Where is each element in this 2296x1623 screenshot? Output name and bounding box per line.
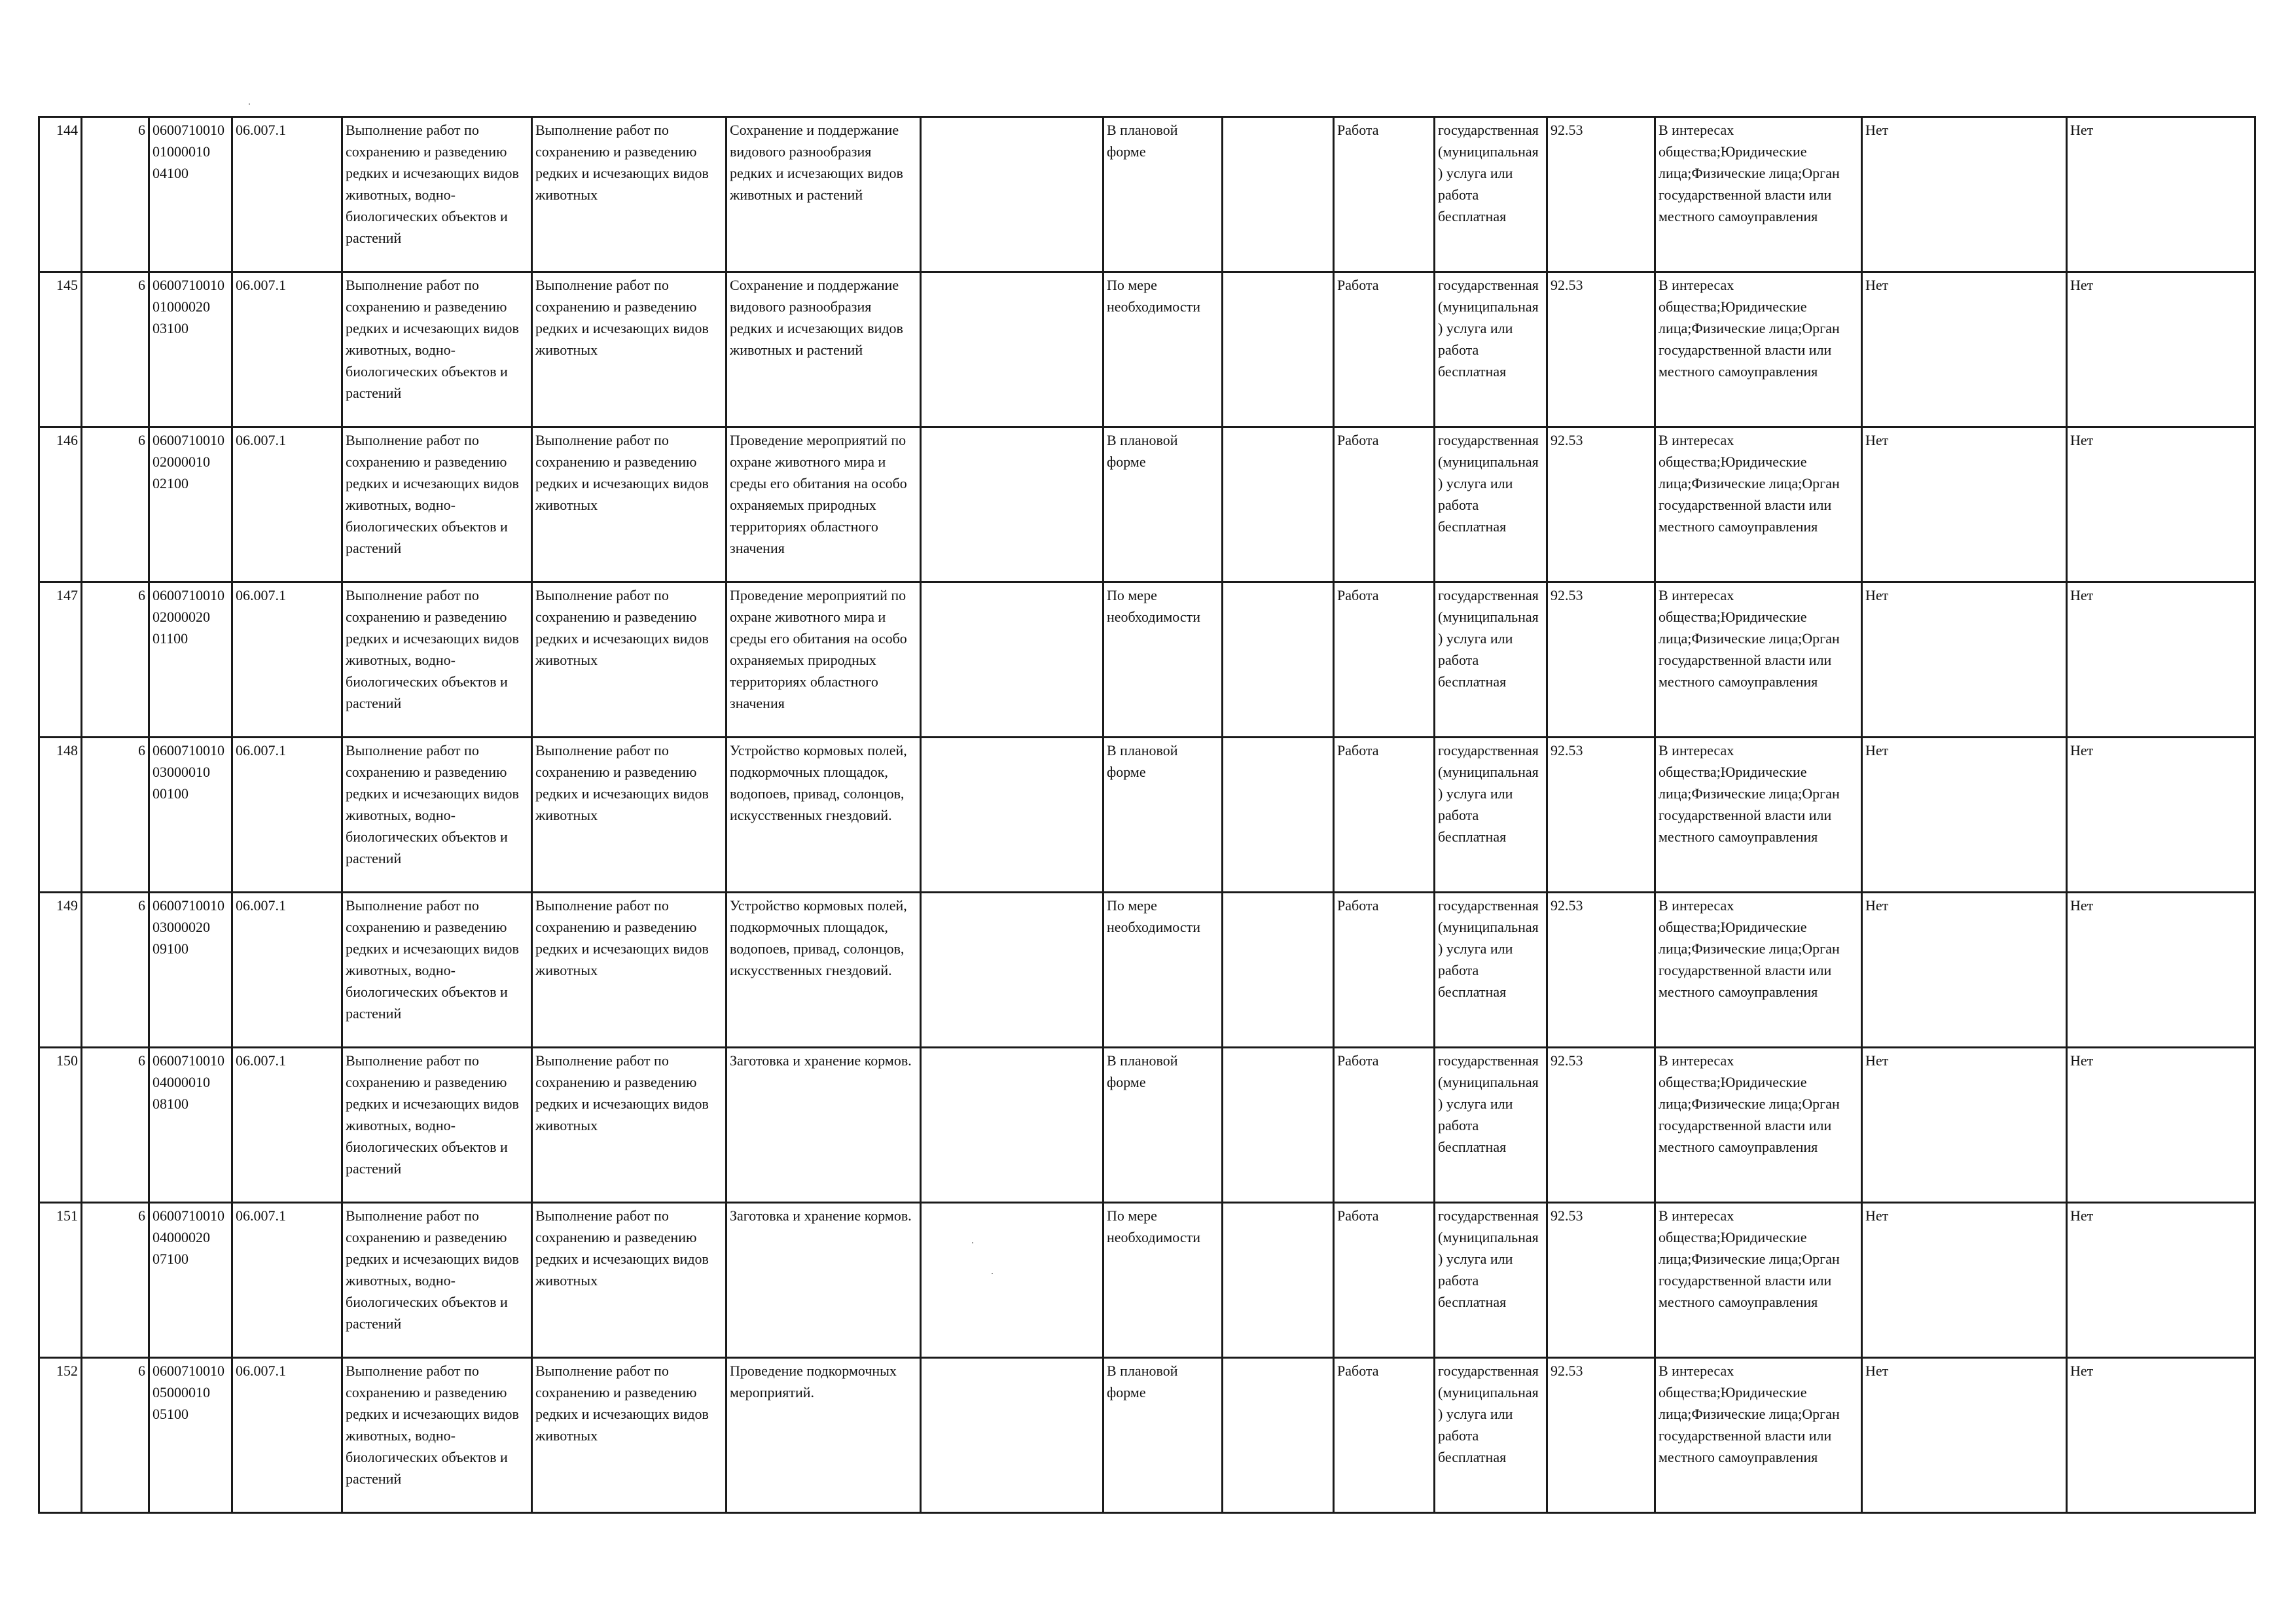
service-code-cell: 06.007.1: [232, 427, 342, 582]
payment-type-cell: государственная (муниципальная) услуга или работа бесплатная: [1435, 1358, 1547, 1513]
provision-form-cell: По мере необходимости: [1103, 272, 1223, 427]
empty-cell: [1223, 582, 1334, 738]
work-type-cell: Работа: [1334, 738, 1435, 893]
service-subtype-cell: Выполнение работ по сохранению и разведению редких и исчезающих видов животных: [532, 1203, 726, 1358]
payment-type-cell: государственная (муниципальная) услуга или работа бесплатная: [1435, 1048, 1547, 1203]
consumers-cell: В интересах общества;Юридические лица;Физические лица;Орган государственной власти или местного самоуправления: [1655, 117, 1862, 272]
service-subtype-cell: Выполнение работ по сохранению и разведению редких и исчезающих видов животных: [532, 427, 726, 582]
flag-no-cell: Нет: [2067, 738, 2255, 893]
okved-cell: 92.53: [1547, 427, 1655, 582]
format-flag-cell: 6: [82, 738, 149, 893]
work-content-cell: Заготовка и хранение кормов.: [726, 1203, 921, 1358]
work-content-cell: Сохранение и поддержание видового разнообразия редких и исчезающих видов животных и растений: [726, 272, 921, 427]
row-number-cell: 152: [39, 1358, 82, 1513]
payment-type-cell: государственная (муниципальная) услуга или работа бесплатная: [1435, 738, 1547, 893]
okved-cell: 92.53: [1547, 738, 1655, 893]
consumers-cell: В интересах общества;Юридические лица;Физические лица;Орган государственной власти или местного самоуправления: [1655, 582, 1862, 738]
row-number-cell: 148: [39, 738, 82, 893]
table-row: [39, 1203, 2255, 1358]
empty-cell: [921, 738, 1103, 893]
payment-type-cell: государственная (муниципальная) услуга или работа бесплатная: [1435, 893, 1547, 1048]
empty-cell: [1223, 272, 1334, 427]
consumers-cell: В интересах общества;Юридические лица;Физические лица;Орган государственной власти или местного самоуправления: [1655, 893, 1862, 1048]
provision-form-cell: По мере необходимости: [1103, 1203, 1223, 1358]
okved-cell: 92.53: [1547, 272, 1655, 427]
registry-code-cell: 060071001004000020 07100: [149, 1203, 232, 1358]
work-type-cell: Работа: [1334, 1048, 1435, 1203]
service-subtype-cell: Выполнение работ по сохранению и разведению редких и исчезающих видов животных: [532, 1358, 726, 1513]
service-name-cell: Выполнение работ по сохранению и разведению редких и исчезающих видов животных, водно-биологических объектов и растений: [342, 272, 532, 427]
okved-cell: 92.53: [1547, 1048, 1655, 1203]
registry-code-cell: 060071001002000020 01100: [149, 582, 232, 738]
okved-cell: 92.53: [1547, 117, 1655, 272]
payment-type-cell: государственная (муниципальная) услуга или работа бесплатная: [1435, 582, 1547, 738]
table-row: [39, 1048, 2255, 1203]
flag-no-cell: Нет: [2067, 893, 2255, 1048]
service-code-cell: 06.007.1: [232, 1203, 342, 1358]
service-subtype-cell: Выполнение работ по сохранению и разведению редких и исчезающих видов животных: [532, 1048, 726, 1203]
okved-cell: 92.53: [1547, 1358, 1655, 1513]
row-number-cell: 150: [39, 1048, 82, 1203]
registry-code-cell: 060071001003000010 00100: [149, 738, 232, 893]
format-flag-cell: 6: [82, 582, 149, 738]
registry-code-cell: 060071001002000010 02100: [149, 427, 232, 582]
empty-cell: [921, 582, 1103, 738]
registry-table-body: [39, 117, 2255, 1513]
service-name-cell: Выполнение работ по сохранению и разведению редких и исчезающих видов животных, водно-биологических объектов и растений: [342, 1358, 532, 1513]
service-code-cell: 06.007.1: [232, 117, 342, 272]
row-number-cell: 149: [39, 893, 82, 1048]
service-code-cell: 06.007.1: [232, 1048, 342, 1203]
empty-cell: [921, 272, 1103, 427]
format-flag-cell: 6: [82, 893, 149, 1048]
format-flag-cell: 6: [82, 427, 149, 582]
registry-code-cell: 060071001001000020 03100: [149, 272, 232, 427]
payment-type-cell: государственная (муниципальная) услуга или работа бесплатная: [1435, 1203, 1547, 1358]
work-content-cell: Сохранение и поддержание видового разнообразия редких и исчезающих видов животных и растений: [726, 117, 921, 272]
format-flag-cell: 6: [82, 1203, 149, 1358]
empty-cell: [921, 1203, 1103, 1358]
empty-cell: [921, 893, 1103, 1048]
work-type-cell: Работа: [1334, 1358, 1435, 1513]
table-row: [39, 582, 2255, 738]
flag-no-cell: Нет: [2067, 1203, 2255, 1358]
empty-cell: [921, 117, 1103, 272]
work-type-cell: Работа: [1334, 582, 1435, 738]
flag-no-cell: Нет: [2067, 1048, 2255, 1203]
payment-type-cell: государственная (муниципальная) услуга или работа бесплатная: [1435, 272, 1547, 427]
consumers-cell: В интересах общества;Юридические лица;Физические лица;Орган государственной власти или местного самоуправления: [1655, 1203, 1862, 1358]
flag-no-cell: Нет: [1862, 1358, 2067, 1513]
work-content-cell: Устройство кормовых полей, подкормочных площадок, водопоев, привад, солонцов, искусственных гнездовий.: [726, 738, 921, 893]
work-type-cell: Работа: [1334, 117, 1435, 272]
service-subtype-cell: Выполнение работ по сохранению и разведению редких и исчезающих видов животных: [532, 582, 726, 738]
flag-no-cell: Нет: [1862, 582, 2067, 738]
empty-cell: [1223, 117, 1334, 272]
row-number-cell: 151: [39, 1203, 82, 1358]
service-name-cell: Выполнение работ по сохранению и разведению редких и исчезающих видов животных, водно-биологических объектов и растений: [342, 582, 532, 738]
table-row: [39, 117, 2255, 272]
flag-no-cell: Нет: [2067, 117, 2255, 272]
service-code-cell: 06.007.1: [232, 1358, 342, 1513]
row-number-cell: 146: [39, 427, 82, 582]
service-code-cell: 06.007.1: [232, 582, 342, 738]
empty-cell: [1223, 1358, 1334, 1513]
flag-no-cell: Нет: [2067, 1358, 2255, 1513]
provision-form-cell: В плановой форме: [1103, 1358, 1223, 1513]
empty-cell: [1223, 893, 1334, 1048]
scan-speck: [249, 103, 250, 105]
consumers-cell: В интересах общества;Юридические лица;Физические лица;Орган государственной власти или местного самоуправления: [1655, 272, 1862, 427]
consumers-cell: В интересах общества;Юридические лица;Физические лица;Орган государственной власти или местного самоуправления: [1655, 427, 1862, 582]
work-type-cell: Работа: [1334, 893, 1435, 1048]
registry-code-cell: 060071001005000010 05100: [149, 1358, 232, 1513]
payment-type-cell: государственная (муниципальная) услуга или работа бесплатная: [1435, 117, 1547, 272]
format-flag-cell: 6: [82, 117, 149, 272]
service-name-cell: Выполнение работ по сохранению и разведению редких и исчезающих видов животных, водно-биологических объектов и растений: [342, 427, 532, 582]
okved-cell: 92.53: [1547, 1203, 1655, 1358]
registry-code-cell: 060071001003000020 09100: [149, 893, 232, 1048]
payment-type-cell: государственная (муниципальная) услуга или работа бесплатная: [1435, 427, 1547, 582]
table-row: [39, 893, 2255, 1048]
work-type-cell: Работа: [1334, 1203, 1435, 1358]
okved-cell: 92.53: [1547, 893, 1655, 1048]
consumers-cell: В интересах общества;Юридические лица;Физические лица;Орган государственной власти или местного самоуправления: [1655, 738, 1862, 893]
flag-no-cell: Нет: [1862, 738, 2067, 893]
registry-code-cell: 060071001001000010 04100: [149, 117, 232, 272]
provision-form-cell: В плановой форме: [1103, 427, 1223, 582]
flag-no-cell: Нет: [1862, 427, 2067, 582]
service-name-cell: Выполнение работ по сохранению и разведению редких и исчезающих видов животных, водно-биологических объектов и растений: [342, 738, 532, 893]
service-code-cell: 06.007.1: [232, 738, 342, 893]
service-code-cell: 06.007.1: [232, 272, 342, 427]
format-flag-cell: 6: [82, 272, 149, 427]
format-flag-cell: 6: [82, 1358, 149, 1513]
row-number-cell: 144: [39, 117, 82, 272]
row-number-cell: 147: [39, 582, 82, 738]
service-subtype-cell: Выполнение работ по сохранению и разведению редких и исчезающих видов животных: [532, 893, 726, 1048]
empty-cell: [921, 1358, 1103, 1513]
service-subtype-cell: Выполнение работ по сохранению и разведению редких и исчезающих видов животных: [532, 272, 726, 427]
service-code-cell: 06.007.1: [232, 893, 342, 1048]
registry-table: [38, 116, 2256, 1514]
table-row: [39, 272, 2255, 427]
service-name-cell: Выполнение работ по сохранению и разведению редких и исчезающих видов животных, водно-биологических объектов и растений: [342, 1048, 532, 1203]
flag-no-cell: Нет: [2067, 582, 2255, 738]
work-type-cell: Работа: [1334, 427, 1435, 582]
consumers-cell: В интересах общества;Юридические лица;Физические лица;Орган государственной власти или местного самоуправления: [1655, 1358, 1862, 1513]
work-content-cell: Заготовка и хранение кормов.: [726, 1048, 921, 1203]
empty-cell: [1223, 427, 1334, 582]
flag-no-cell: Нет: [2067, 427, 2255, 582]
flag-no-cell: Нет: [1862, 893, 2067, 1048]
flag-no-cell: Нет: [1862, 117, 2067, 272]
flag-no-cell: Нет: [1862, 1203, 2067, 1358]
service-name-cell: Выполнение работ по сохранению и разведению редких и исчезающих видов животных, водно-биологических объектов и растений: [342, 893, 532, 1048]
row-number-cell: 145: [39, 272, 82, 427]
table-row: [39, 738, 2255, 893]
table-row: [39, 427, 2255, 582]
provision-form-cell: В плановой форме: [1103, 117, 1223, 272]
consumers-cell: В интересах общества;Юридические лица;Физические лица;Орган государственной власти или местного самоуправления: [1655, 1048, 1862, 1203]
registry-code-cell: 060071001004000010 08100: [149, 1048, 232, 1203]
provision-form-cell: По мере необходимости: [1103, 582, 1223, 738]
work-content-cell: Устройство кормовых полей, подкормочных площадок, водопоев, привад, солонцов, искусственных гнездовий.: [726, 893, 921, 1048]
format-flag-cell: 6: [82, 1048, 149, 1203]
table-row: [39, 1358, 2255, 1513]
flag-no-cell: Нет: [1862, 272, 2067, 427]
empty-cell: [1223, 1203, 1334, 1358]
provision-form-cell: В плановой форме: [1103, 1048, 1223, 1203]
flag-no-cell: Нет: [2067, 272, 2255, 427]
provision-form-cell: В плановой форме: [1103, 738, 1223, 893]
empty-cell: [1223, 738, 1334, 893]
empty-cell: [921, 427, 1103, 582]
work-content-cell: Проведение мероприятий по охране животного мира и среды его обитания на особо охраняемых природных территориях областного значения: [726, 427, 921, 582]
empty-cell: [921, 1048, 1103, 1203]
okved-cell: 92.53: [1547, 582, 1655, 738]
work-content-cell: Проведение мероприятий по охране животного мира и среды его обитания на особо охраняемых природных территориях областного значения: [726, 582, 921, 738]
work-type-cell: Работа: [1334, 272, 1435, 427]
service-name-cell: Выполнение работ по сохранению и разведению редких и исчезающих видов животных, водно-биологических объектов и растений: [342, 117, 532, 272]
service-name-cell: Выполнение работ по сохранению и разведению редких и исчезающих видов животных, водно-биологических объектов и растений: [342, 1203, 532, 1358]
service-subtype-cell: Выполнение работ по сохранению и разведению редких и исчезающих видов животных: [532, 117, 726, 272]
empty-cell: [1223, 1048, 1334, 1203]
provision-form-cell: По мере необходимости: [1103, 893, 1223, 1048]
flag-no-cell: Нет: [1862, 1048, 2067, 1203]
work-content-cell: Проведение подкормочных мероприятий.: [726, 1358, 921, 1513]
service-subtype-cell: Выполнение работ по сохранению и разведению редких и исчезающих видов животных: [532, 738, 726, 893]
